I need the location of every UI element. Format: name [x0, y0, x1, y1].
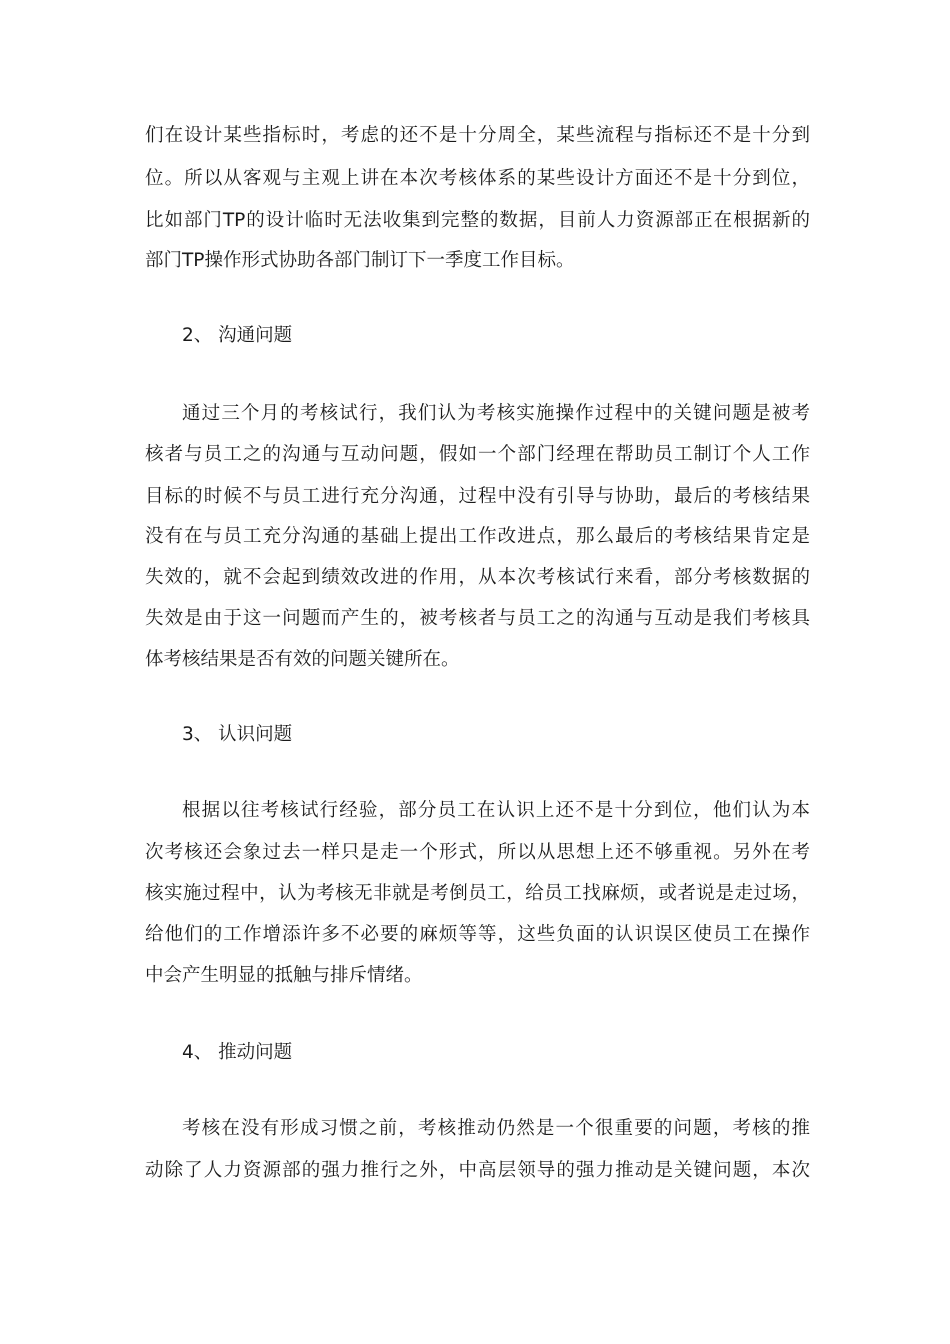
paragraph-line: 次考核还会象过去一样只是走一个形式，所以从思想上还不够重视。另外在考 — [145, 842, 810, 863]
paragraph-line: 比如部门TP的设计临时无法收集到完整的数据，目前人力资源部正在根据新的 — [145, 210, 810, 231]
paragraph-line: 位。所以从客观与主观上讲在本次考核体系的某些设计方面还不是十分到位， — [145, 168, 810, 189]
paragraph-line: 没有在与员工充分沟通的基础上提出工作改进点，那么最后的考核结果肯定是 — [145, 526, 810, 547]
paragraph-line: 失效是由于这一问题而产生的，被考核者与员工之的沟通与互动是我们考核具 — [145, 608, 810, 629]
paragraph-line: 体考核结果是否有效的问题关键所在。 — [145, 649, 460, 670]
paragraph-line: 目标的时候不与员工进行充分沟通，过程中没有引导与协助，最后的考核结果 — [145, 486, 810, 507]
paragraph-line: 们在设计某些指标时，考虑的还不是十分周全，某些流程与指标还不是十分到 — [145, 125, 810, 146]
paragraph-line: 考核在没有形成习惯之前，考核推动仍然是一个很重要的问题，考核的推 — [182, 1118, 810, 1139]
paragraph-line: 核实施过程中，认为考核无非就是考倒员工，给员工找麻烦，或者说是走过场， — [145, 883, 810, 904]
section-heading-2: 2、 沟通问题 — [182, 325, 293, 346]
paragraph-line: 失效的，就不会起到绩效改进的作用，从本次考核试行来看，部分考核数据的 — [145, 567, 810, 588]
section-heading-3: 3、 认识问题 — [182, 724, 293, 745]
paragraph-line: 部门TP操作形式协助各部门制订下一季度工作目标。 — [145, 250, 575, 271]
paragraph-line: 根据以往考核试行经验，部分员工在认识上还不是十分到位，他们认为本 — [182, 800, 810, 821]
section-heading-4: 4、 推动问题 — [182, 1042, 293, 1063]
paragraph-line: 中会产生明显的抵触与排斥情绪。 — [145, 965, 423, 986]
paragraph-line: 动除了人力资源部的强力推行之外，中高层领导的强力推动是关键问题，本次 — [145, 1160, 810, 1181]
paragraph-line: 通过三个月的考核试行，我们认为考核实施操作过程中的关键问题是被考 — [182, 403, 810, 424]
paragraph-line: 给他们的工作增添许多不必要的麻烦等等，这些负面的认识误区使员工在操作 — [145, 924, 810, 945]
paragraph-line: 核者与员工之的沟通与互动问题，假如一个部门经理在帮助员工制订个人工作 — [145, 444, 810, 465]
